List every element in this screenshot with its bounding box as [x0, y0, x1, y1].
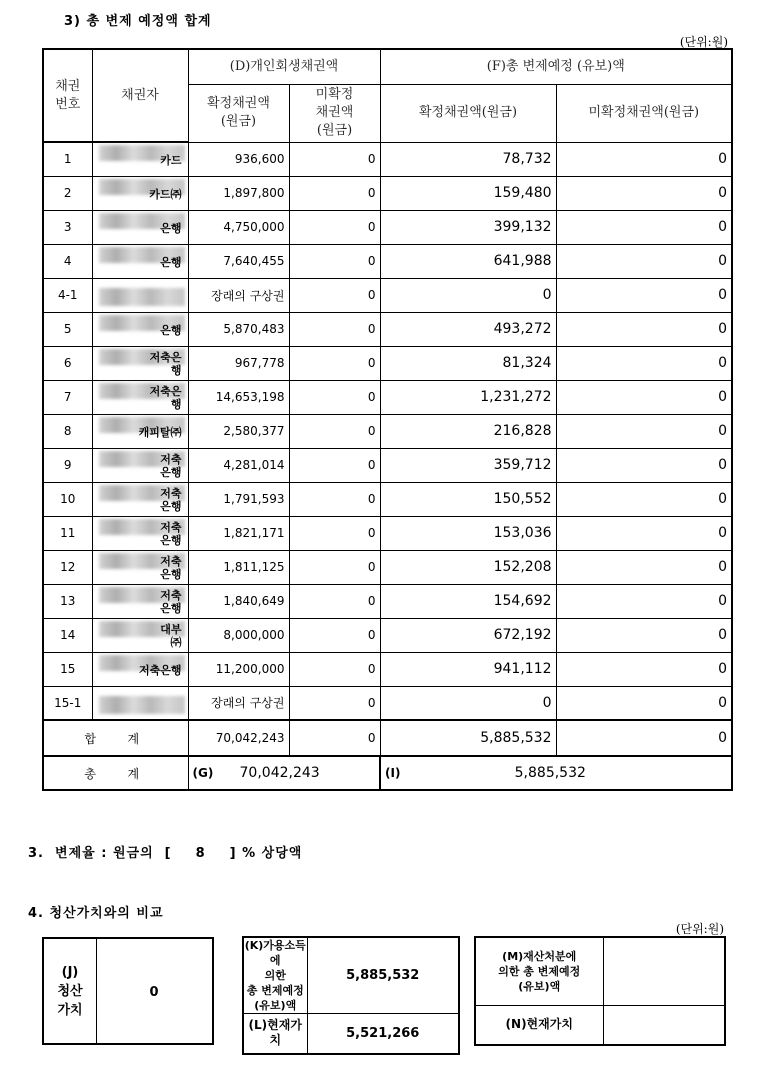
creditor-name: 저축 은행: [160, 452, 182, 479]
unit-label: (단위:원): [679, 35, 728, 49]
creditor-name: 저축 은행: [160, 520, 182, 547]
n-value: [603, 1005, 725, 1045]
section-title: 3) 총 변제 예정액 합계: [64, 14, 212, 29]
header-d-confirmed: 확정채권액 (원금): [188, 85, 289, 142]
d-confirmed-cell: 4,750,000: [188, 210, 289, 244]
table-row: [43, 312, 732, 346]
subtotal-label: 합 계: [43, 720, 188, 756]
f-confirmed-cell: 399,132: [380, 210, 556, 244]
d-confirmed-cell: 967,778: [188, 346, 289, 380]
f-confirmed-cell: 81,324: [380, 346, 556, 380]
d-confirmed-cell: 936,600: [188, 142, 289, 176]
creditor-name: 은행: [160, 323, 182, 337]
creditor-cell: [92, 618, 188, 652]
table-row: [43, 618, 732, 652]
creditor-cell: [92, 584, 188, 618]
creditor-cell: [92, 686, 188, 720]
grand-total-i: [380, 756, 732, 790]
liquidation-value-box: [42, 937, 214, 1045]
asset-comparison-table: [474, 936, 726, 1046]
d-unconfirmed-cell: 0: [289, 176, 380, 210]
f-unconfirmed-cell: 0: [556, 244, 732, 278]
d-unconfirmed-cell: 0: [289, 278, 380, 312]
d-unconfirmed-cell: 0: [289, 448, 380, 482]
table-row: [43, 380, 732, 414]
l-label: (L)현재가치: [243, 1014, 307, 1054]
row-number: 5: [43, 312, 92, 346]
d-confirmed-cell: 1,840,649: [188, 584, 289, 618]
table-row: [43, 516, 732, 550]
d-confirmed-cell: 2,580,377: [188, 414, 289, 448]
header-f-confirmed: 확정채권액(원금): [380, 85, 556, 142]
row-number: 12: [43, 550, 92, 584]
creditor-name: 카드: [160, 154, 182, 167]
row-number: 2: [43, 176, 92, 210]
d-unconfirmed-cell: 0: [289, 414, 380, 448]
d-unconfirmed-cell: 0: [289, 210, 380, 244]
d-confirmed-cell: 1,821,171: [188, 516, 289, 550]
d-unconfirmed-cell: 0: [289, 516, 380, 550]
creditor-cell: [92, 516, 188, 550]
d-unconfirmed-cell: 0: [289, 312, 380, 346]
creditor-name: 캐피탈㈜: [138, 425, 182, 439]
creditor-name: 카드㈜: [149, 187, 182, 201]
table-row: [43, 652, 732, 686]
creditor-name: 저축 은행: [160, 588, 182, 615]
header-group-f: (F)총 변제예정 (유보)액: [380, 49, 732, 85]
subtotal-f-confirmed: 5,885,532: [380, 720, 556, 756]
d-unconfirmed-cell: 0: [289, 380, 380, 414]
d-unconfirmed-cell: 0: [289, 244, 380, 278]
d-unconfirmed-cell: 0: [289, 482, 380, 516]
f-confirmed-cell: 359,712: [380, 448, 556, 482]
d-unconfirmed-cell: 0: [289, 550, 380, 584]
table-row: [43, 550, 732, 584]
m-label: (M)재산처분에 의한 총 변제예정 (유보)액: [475, 937, 603, 1005]
creditor-cell: [92, 142, 188, 176]
k-value: 5,885,532: [307, 937, 459, 1014]
table-row: [43, 482, 732, 516]
d-unconfirmed-cell: 0: [289, 346, 380, 380]
rate-prefix: 3. 변제율 : 원금의 [: [28, 846, 172, 861]
table-row: [43, 584, 732, 618]
creditor-name: 대부 ㈜: [160, 622, 182, 649]
subtotal-d-confirmed: 70,042,243: [188, 720, 289, 756]
redacted-name: [99, 696, 185, 714]
f-confirmed-cell: 152,208: [380, 550, 556, 584]
row-number: 14: [43, 618, 92, 652]
f-confirmed-cell: 78,732: [380, 142, 556, 176]
j-value: 0: [149, 985, 159, 1000]
creditor-cell: [92, 176, 188, 210]
f-confirmed-cell: 150,552: [380, 482, 556, 516]
header-d-unconfirmed: 미확정 채권액 (원금): [289, 85, 380, 142]
f-confirmed-cell: 0: [380, 686, 556, 720]
d-confirmed-cell: 1,791,593: [188, 482, 289, 516]
f-confirmed-cell: 941,112: [380, 652, 556, 686]
f-confirmed-cell: 0: [380, 278, 556, 312]
creditor-name: 은행: [160, 221, 182, 235]
d-confirmed-cell: 7,640,455: [188, 244, 289, 278]
subtotal-d-unconfirmed: 0: [289, 720, 380, 756]
creditor-name: 저축은 행: [149, 384, 182, 411]
creditor-cell: [92, 652, 188, 686]
f-unconfirmed-cell: 0: [556, 278, 732, 312]
creditor-cell: [92, 312, 188, 346]
d-confirmed-cell: 1,897,800: [188, 176, 289, 210]
creditor-cell: [92, 550, 188, 584]
k-label: (K)가용소득에 의한 총 변제예정 (유보)액: [244, 939, 306, 1012]
m-value: [603, 937, 725, 1005]
row-number: 3: [43, 210, 92, 244]
f-unconfirmed-cell: 0: [556, 380, 732, 414]
f-confirmed-cell: 641,988: [380, 244, 556, 278]
row-number: 15-1: [43, 686, 92, 720]
creditor-cell: [92, 346, 188, 380]
header-creditor-no: 채권 번호: [43, 49, 92, 142]
section4-unit-label: (단위:원): [675, 922, 724, 936]
f-unconfirmed-cell: 0: [556, 346, 732, 380]
table-row: [43, 346, 732, 380]
f-unconfirmed-cell: 0: [556, 550, 732, 584]
d-confirmed-cell: 5,870,483: [188, 312, 289, 346]
row-number: 6: [43, 346, 92, 380]
repayment-table: [42, 48, 733, 791]
i-value: 5,885,532: [514, 765, 586, 781]
table-row: [43, 686, 732, 720]
grand-total-row: [43, 756, 732, 790]
table-row: [43, 414, 732, 448]
creditor-cell: [92, 448, 188, 482]
creditor-cell: [92, 380, 188, 414]
row-number: 9: [43, 448, 92, 482]
f-unconfirmed-cell: 0: [556, 516, 732, 550]
i-label: (I): [385, 766, 401, 780]
f-unconfirmed-cell: 0: [556, 618, 732, 652]
creditor-cell: [92, 482, 188, 516]
table-row: [43, 244, 732, 278]
header-creditor: 채권자: [92, 49, 188, 142]
f-confirmed-cell: 216,828: [380, 414, 556, 448]
d-confirmed-cell: 장래의 구상권: [188, 686, 289, 720]
table-row: [43, 278, 732, 312]
f-confirmed-cell: 493,272: [380, 312, 556, 346]
creditor-name: 저축은 행: [149, 350, 182, 377]
f-unconfirmed-cell: 0: [556, 652, 732, 686]
l-value: 5,521,266: [307, 1014, 459, 1054]
f-unconfirmed-cell: 0: [556, 142, 732, 176]
grand-total-label: 총 계: [43, 756, 188, 790]
header-group-d: (D)개인회생채권액: [188, 49, 380, 85]
f-confirmed-cell: 159,480: [380, 176, 556, 210]
subtotal-row: [43, 720, 732, 756]
creditor-name: 저축 은행: [160, 486, 182, 513]
d-confirmed-cell: 1,811,125: [188, 550, 289, 584]
income-comparison-table: [242, 936, 460, 1055]
rate-value: 8: [195, 846, 206, 861]
d-unconfirmed-cell: 0: [289, 584, 380, 618]
table-row: [43, 210, 732, 244]
d-unconfirmed-cell: 0: [289, 142, 380, 176]
d-confirmed-cell: 장래의 구상권: [188, 278, 289, 312]
row-number: 4-1: [43, 278, 92, 312]
row-number: 10: [43, 482, 92, 516]
section4-title: 4. 청산가치와의 비교: [28, 906, 164, 921]
d-confirmed-cell: 11,200,000: [188, 652, 289, 686]
j-label: (J) 청산 가치: [57, 965, 83, 1018]
row-number: 13: [43, 584, 92, 618]
f-confirmed-cell: 153,036: [380, 516, 556, 550]
f-unconfirmed-cell: 0: [556, 448, 732, 482]
table-row: [43, 142, 732, 176]
f-unconfirmed-cell: 0: [556, 210, 732, 244]
creditor-cell: [92, 210, 188, 244]
f-unconfirmed-cell: 0: [556, 584, 732, 618]
table-row: [43, 448, 732, 482]
d-confirmed-cell: 14,653,198: [188, 380, 289, 414]
creditor-cell: [92, 414, 188, 448]
f-confirmed-cell: 672,192: [380, 618, 556, 652]
g-label: (G): [192, 766, 214, 780]
rate-suffix: ] % 상당액: [229, 846, 303, 861]
f-unconfirmed-cell: 0: [556, 482, 732, 516]
creditor-name: 은행: [160, 255, 182, 269]
f-confirmed-cell: 154,692: [380, 584, 556, 618]
d-confirmed-cell: 8,000,000: [188, 618, 289, 652]
row-number: 1: [43, 142, 92, 176]
repayment-rate: [28, 842, 302, 861]
header-f-unconfirmed: 미확정채권액(원금): [556, 85, 732, 142]
grand-total-g: [188, 756, 380, 790]
redacted-name: [99, 288, 185, 306]
d-unconfirmed-cell: 0: [289, 686, 380, 720]
creditor-name: 저축은행: [138, 663, 182, 677]
n-label: (N)현재가치: [475, 1005, 603, 1045]
row-number: 7: [43, 380, 92, 414]
creditor-cell: [92, 278, 188, 312]
g-value: 70,042,243: [239, 765, 320, 781]
f-unconfirmed-cell: 0: [556, 312, 732, 346]
row-number: 8: [43, 414, 92, 448]
creditor-cell: [92, 244, 188, 278]
subtotal-f-unconfirmed: 0: [556, 720, 732, 756]
f-unconfirmed-cell: 0: [556, 686, 732, 720]
row-number: 4: [43, 244, 92, 278]
d-unconfirmed-cell: 0: [289, 618, 380, 652]
f-confirmed-cell: 1,231,272: [380, 380, 556, 414]
row-number: 11: [43, 516, 92, 550]
creditor-name: 저축 은행: [160, 554, 182, 581]
d-unconfirmed-cell: 0: [289, 652, 380, 686]
f-unconfirmed-cell: 0: [556, 414, 732, 448]
row-number: 15: [43, 652, 92, 686]
table-row: [43, 176, 732, 210]
d-confirmed-cell: 4,281,014: [188, 448, 289, 482]
f-unconfirmed-cell: 0: [556, 176, 732, 210]
